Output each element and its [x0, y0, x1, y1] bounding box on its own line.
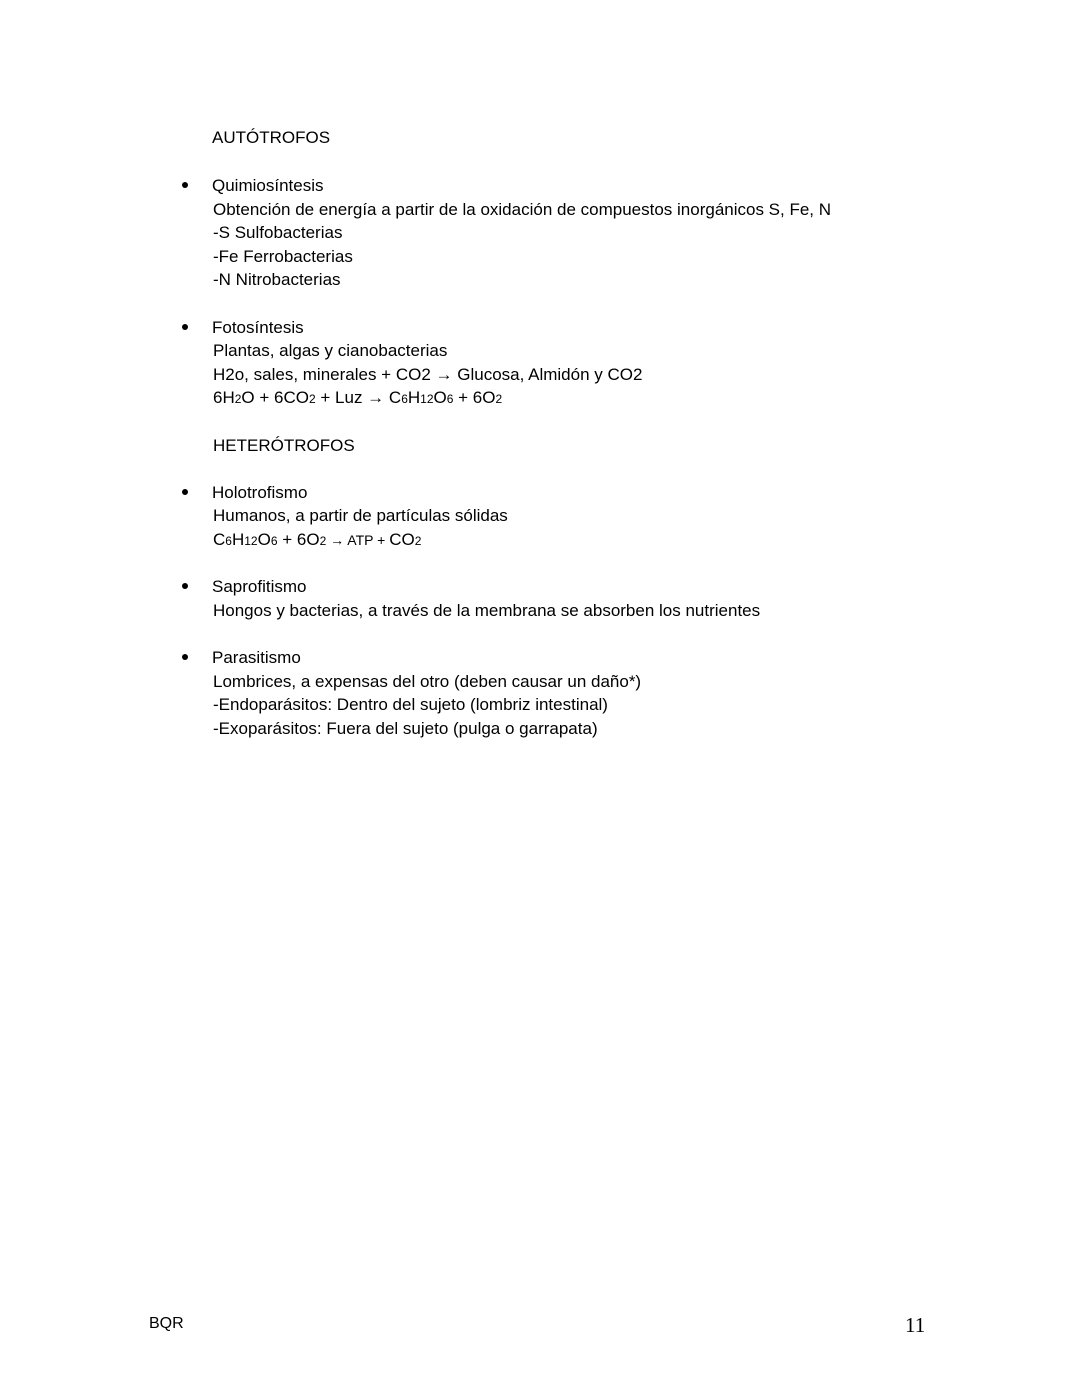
- equation-part: H: [407, 388, 421, 407]
- parasitismo-line-3: -Exoparásitos: Fuera del sujeto (pulga o garrapata): [213, 719, 598, 738]
- equation-part: + 6O: [453, 388, 496, 407]
- heading-heterotrofos: HETERÓTROFOS: [213, 436, 355, 455]
- equation-part: H: [231, 530, 245, 549]
- equation-subscript: 6: [270, 534, 278, 548]
- equation-subscript: 6: [225, 534, 232, 548]
- bullet-icon: [182, 182, 188, 188]
- item-title-parasitismo: Parasitismo: [212, 648, 301, 667]
- equation-subscript: 12: [420, 392, 434, 406]
- fotosintesis-line-1: Plantas, algas y cianobacterias: [213, 341, 448, 360]
- equation-subscript: 2: [234, 392, 242, 406]
- holotrofismo-line-1: Humanos, a partir de partículas sólidas: [213, 506, 508, 525]
- equation-subscript: 12: [244, 534, 258, 548]
- equation-part: O: [257, 530, 271, 549]
- item-title-saprofitismo: Saprofitismo: [212, 577, 307, 596]
- equation-part: CO: [389, 530, 415, 549]
- parasitismo-line-2: -Endoparásitos: Dentro del sujeto (lombriz intestinal): [213, 695, 608, 714]
- item-title-quimiosintesis: Quimiosíntesis: [212, 176, 324, 195]
- bullet-icon: [182, 654, 188, 660]
- equation-subscript: 6: [401, 392, 408, 406]
- equation-part: C: [213, 530, 226, 549]
- equation-part: O: [433, 388, 447, 407]
- equation-subscript: 2: [414, 534, 422, 548]
- equation-subscript: 2: [495, 392, 503, 406]
- footer-author: BQR: [149, 1315, 184, 1332]
- heading-autotrofos: AUTÓTROFOS: [212, 128, 331, 147]
- bullet-icon: [182, 324, 188, 330]
- equation-part: O + 6CO: [241, 388, 309, 407]
- quimiosintesis-line-2: -S Sulfobacterias: [213, 223, 343, 242]
- bullet-icon: [182, 489, 188, 495]
- page-number: 11: [905, 1313, 926, 1337]
- item-title-holotrofismo: Holotrofismo: [212, 483, 308, 502]
- equation-part: 6H: [213, 388, 235, 407]
- equation-part: + 6O: [277, 530, 320, 549]
- equation-part: → ATP +: [326, 532, 390, 548]
- bullet-icon: [182, 583, 188, 589]
- fotosintesis-equation: [213, 386, 502, 411]
- equation-subscript: 6: [446, 392, 454, 406]
- quimiosintesis-line-3: -Fe Ferrobacterias: [213, 247, 353, 266]
- item-title-fotosintesis: Fotosíntesis: [212, 318, 304, 337]
- fotosintesis-line-2: H2o, sales, minerales + CO2 → Glucosa, Almidón y CO2: [213, 365, 643, 384]
- equation-part: + Luz → C: [315, 388, 402, 407]
- parasitismo-line-1: Lombrices, a expensas del otro (deben causar un daño*): [213, 672, 642, 691]
- quimiosintesis-line-4: -N Nitrobacterias: [213, 270, 341, 289]
- saprofitismo-line-1: Hongos y bacterias, a través de la membrana se absorben los nutrientes: [213, 601, 761, 620]
- quimiosintesis-line-1: Obtención de energía a partir de la oxidación de compuestos inorgánicos S, Fe, N: [213, 200, 832, 219]
- equation-subscript: 2: [308, 392, 316, 406]
- holotrofismo-equation: [213, 528, 421, 553]
- equation-subscript: 2: [319, 534, 327, 548]
